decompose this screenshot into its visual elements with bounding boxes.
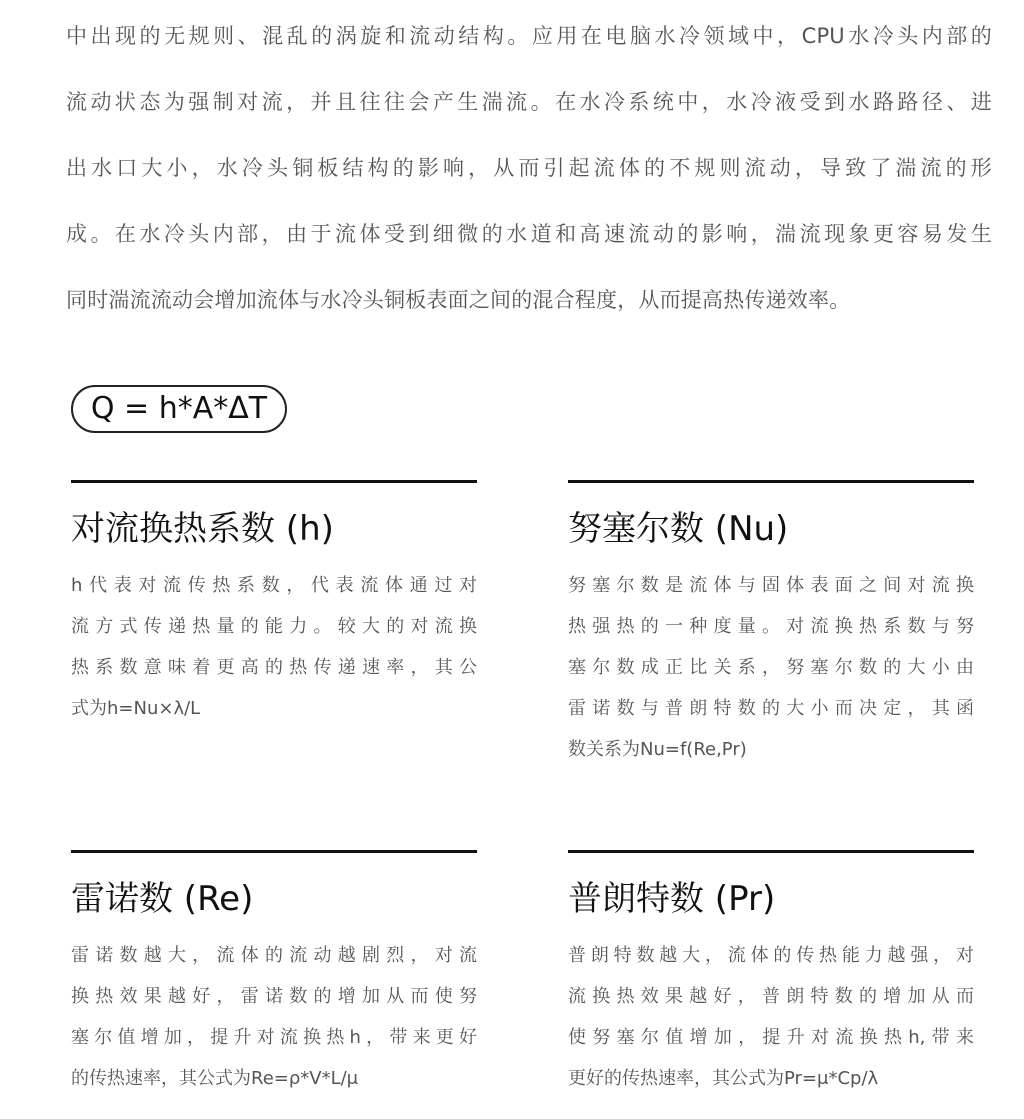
card-reynolds-number bbox=[71, 850, 477, 1099]
card-line: 雷诺数与普朗特数的大小而决定，其函 bbox=[568, 698, 974, 719]
formula-badge: Q = h*A*ΔT bbox=[71, 385, 287, 433]
card-divider bbox=[568, 850, 974, 853]
card-line: 普朗特数越大，流体的传热能力越强，对 bbox=[568, 945, 974, 966]
intro-paragraph bbox=[66, 14, 992, 344]
card-line: h代表对流传热系数，代表流体通过对 bbox=[71, 575, 477, 596]
intro-line: 成。在水冷头内部，由于流体受到细微的水道和高速流动的影响，湍流现象更容易发生 bbox=[66, 222, 992, 246]
card-body bbox=[568, 565, 974, 770]
card-title: 雷诺数 (Re) bbox=[71, 879, 254, 919]
card-line: 更好的传热速率，其公式为Pr=μ*Cp/λ bbox=[568, 1068, 879, 1089]
card-line: 式为h=Nu×λ/L bbox=[71, 698, 201, 719]
card-line: 换热效果越好，雷诺数的增加从而使努 bbox=[71, 986, 477, 1007]
intro-line: 中出现的无规则、混乱的涡旋和流动结构。应用在电脑水冷领域中，CPU水冷头内部的 bbox=[66, 24, 992, 48]
card-divider bbox=[71, 480, 477, 483]
card-title: 对流换热系数 (h) bbox=[71, 509, 334, 549]
card-convection-coefficient bbox=[71, 480, 477, 729]
intro-line: 出水口大小，水冷头铜板结构的影响，从而引起流体的不规则流动，导致了湍流的形 bbox=[66, 156, 992, 180]
card-body bbox=[568, 935, 974, 1099]
card-line: 塞尔数成正比关系，努塞尔数的大小由 bbox=[568, 657, 974, 678]
card-line: 塞尔值增加，提升对流换热h，带来更好 bbox=[71, 1027, 477, 1048]
card-line: 流换热效果越好，普朗特数的增加从而 bbox=[568, 986, 974, 1007]
card-line: 数关系为Nu=f(Re,Pr) bbox=[568, 739, 747, 760]
card-divider bbox=[71, 850, 477, 853]
intro-line: 流动状态为强制对流，并且往往会产生湍流。在水冷系统中，水冷液受到水路路径、进 bbox=[66, 90, 992, 114]
card-line: 的传热速率，其公式为Re=ρ*V*L/μ bbox=[71, 1068, 359, 1089]
card-line: 努塞尔数是流体与固体表面之间对流换 bbox=[568, 575, 974, 596]
card-title: 普朗特数 (Pr) bbox=[568, 879, 776, 919]
card-line: 使努塞尔值增加，提升对流换热h,带来 bbox=[568, 1027, 974, 1048]
card-divider bbox=[568, 480, 974, 483]
card-line: 热系数意味着更高的热传递速率，其公 bbox=[71, 657, 477, 678]
card-prandtl-number bbox=[568, 850, 974, 1099]
card-title: 努塞尔数 (Nu) bbox=[568, 509, 789, 549]
card-line: 雷诺数越大，流体的流动越剧烈，对流 bbox=[71, 945, 477, 966]
card-line: 热强热的一种度量。对流换热系数与努 bbox=[568, 616, 974, 637]
card-body bbox=[71, 565, 477, 729]
card-body bbox=[71, 935, 477, 1099]
card-line: 流方式传递热量的能力。较大的对流换 bbox=[71, 616, 477, 637]
card-nusselt-number bbox=[568, 480, 974, 770]
intro-line: 同时湍流流动会增加流体与水冷头铜板表面之间的混合程度，从而提高热传递效率。 bbox=[66, 288, 851, 312]
